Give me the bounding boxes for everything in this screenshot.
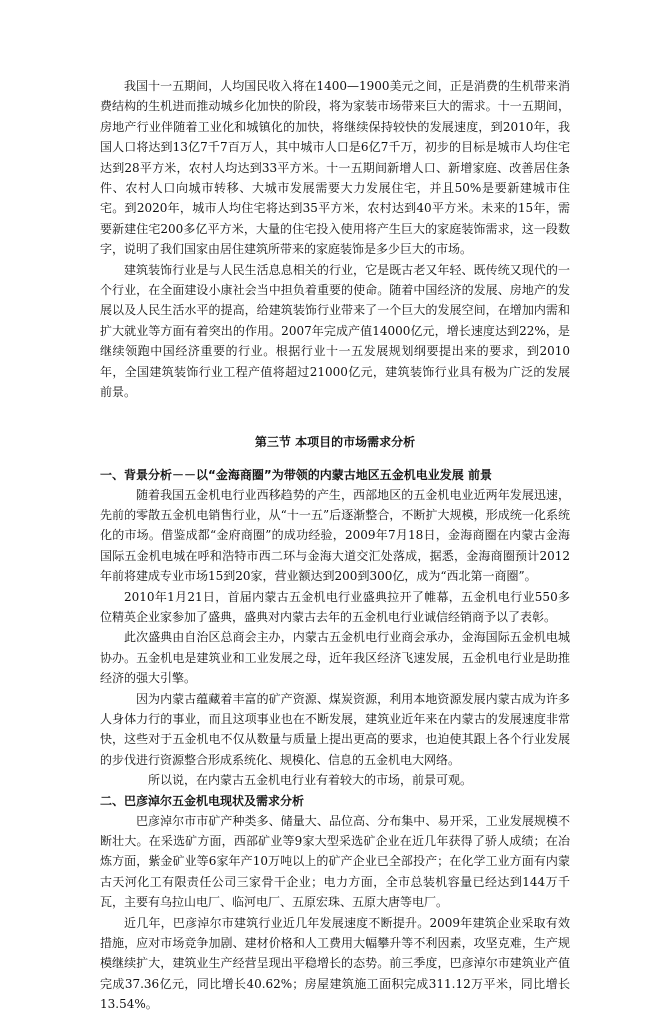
paragraph: 此次盛典由自治区总商会主办，内蒙古五金机电行业商会承办，金海国际五金机电城协办。五金机电是建筑业和工业发展之母，近年我区经济飞速发展，五金机电行业是助推经济的强大引擎。	[100, 630, 570, 686]
paragraph: 因为内蒙古蕴藏着丰富的矿产资源、煤炭资源，利用本地资源发展内蒙古成为许多人身体力行的事业，而且这项事业也在不断发展，建筑业近年来在内蒙古的发展速度非常快，这些对于五金机电不仅从数量与质量上提出更高的要求，也迫使其跟上各个行业发展的步伐进行资源整合形成系统化、规模化、信息的五金机电大网络。	[100, 691, 570, 767]
paragraph: 巴彦淖尔市市矿产种类多、储量大、品位高、分布集中、易开采，工业发展规模不断壮大。在采选矿方面，西部矿业等9家大型采选矿企业在近几年获得了骄人成绩；在冶炼方面，紫金矿业等6家年产10万吨以上的矿产企业已全部投产；在化学工业方面有内蒙古天河化工有限责任公司三家骨干企业；电力方面，全市总装机容量已经达到144万千瓦，主要有乌拉山电厂、临河电厂、五原宏珠、五原大唐等电厂。	[100, 813, 570, 910]
subsection-heading-background: 一、背景分析－－以“金海商圈”为带领的内蒙古地区五金机电业发展 前景	[100, 467, 492, 482]
paragraph: 随着我国五金机电行业西移趋势的产生，西部地区的五金机电业近两年发展迅速，先前的零散五金机电销售行业，从“十一五”后逐渐整合，不断扩大规模，形成统一化系统化的市场。借鉴成都“金府商圈”的成功经验，2009年7月18日，金海商圈在内蒙古金海国际五金机电城在呼和浩特市西二环与金海大道交汇处落成，据悉，金海商圈预计2012年前将建成专业市场15到20家，营业额达到200到300亿，成为“西北第一商圈”。	[100, 487, 570, 584]
document-body	[100, 76, 570, 1015]
paragraph: 2010年1月21日，首届内蒙古五金机电行业盛典拉开了帷幕，五金机电行业550多位精英企业家参加了盛典，盛典对内蒙古去年的五金机电行业诚信经销商予以了表彰。	[100, 589, 570, 624]
paragraph: 我国十一五期间，人均国民收入将在1400—1900美元之间，正是消费的生机带来消费结构的生机进而推动城乡化加快的阶段，将为家装市场带来巨大的需求。十一五期间，房地产行业伴随着工业化和城镇化的加快，将继续保持较快的发展速度，到2010年，我国人口将达到13亿7千7百万人，其中城市人口是6亿7千万，初步的目标是城市人均住宅达到28平方米，农村人均达到33平方米。十一五期间新增人口、新增家庭、改善居住条件、农村人口向城市转移、大城市发展需要大力发展住宅，并且50%是要新建城市住宅。到2020年，城市人均住宅将达到35平方米，农村达到40平方米。未来的15年，需要新建住宅200多亿平方米，大量的住宅投入使用将产生巨大的家庭装饰需求，这一段数字，说明了我们国家由居住建筑所带来的家庭装饰是多少巨大的市场。	[100, 79, 570, 257]
section-title: 第三节 本项目的市场需求分析	[254, 434, 416, 449]
subsection-heading-bayannur: 二、巴彦淖尔五金机电现状及需求分析	[100, 793, 305, 808]
paragraph: 所以说，在内蒙古五金机电行业有着较大的市场，前景可观。	[148, 773, 473, 788]
paragraph: 建筑装饰行业是与人民生活息息相关的行业，它是既古老又年轻、既传统又现代的一个行业，在全面建设小康社会当中担负着重要的使命。随着中国经济的发展、房地产的发展以及人民生活水平的提高，给建筑装饰行业带来了一个巨大的发展空间，在增加内需和扩大就业等方面有着突出的作用。2007年完成产值14000亿元，增长速度达到22%，是继续领跑中国经济重要的行业。根据行业十一五发展规划纲要提出来的要求，到2010年，全国建筑装饰行业工程产值将超过21000亿元，建筑装饰行业具有极为广泛的发展前景。	[100, 262, 570, 400]
paragraph: 近几年，巴彦淖尔市建筑行业近几年发展速度不断提升。2009年建筑企业采取有效措施，应对市场竞争加剧、建材价格和人工费用大幅攀升等不利因素，攻坚克难，生产规模继续扩大，建筑业生产经营呈现出平稳增长的态势。前三季度，巴彦淖尔市建筑业产值完成37.36亿元，同比增长40.62%；房屋建筑施工面积完成311.12万平米，同比增长13.54%。	[100, 915, 570, 1012]
